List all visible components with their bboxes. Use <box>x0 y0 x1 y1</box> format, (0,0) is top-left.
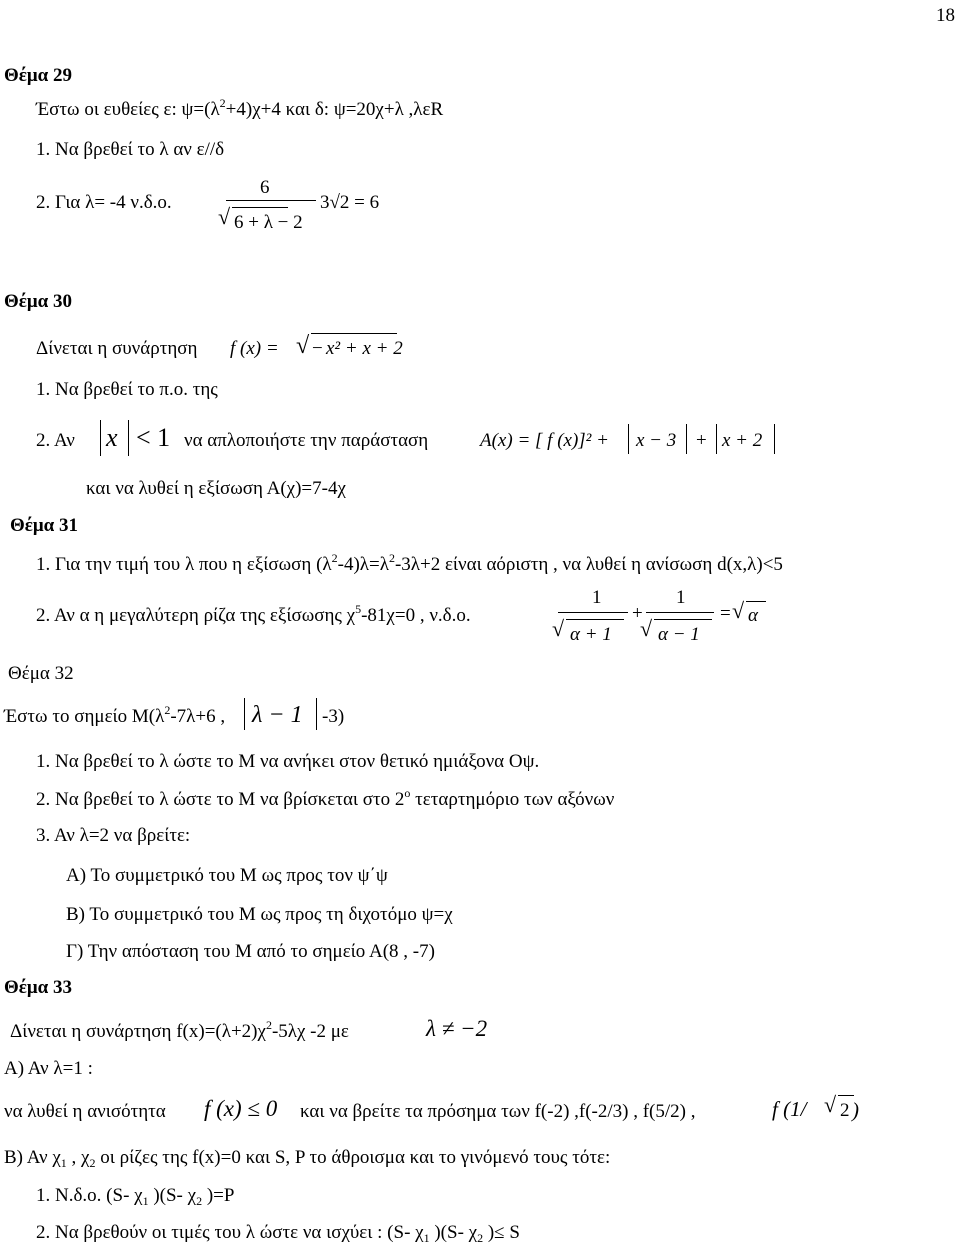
lambda-condition: λ ≠ −2 <box>426 1016 488 1041</box>
plus-sign: + <box>632 603 643 624</box>
abs-bar <box>774 424 775 454</box>
expression-A: A(x) = [ f (x)]² + <box>480 430 609 451</box>
topic-33-line-3-text: και να βρείτε τα πρόσημα των f(-2) ,f(-2/3) , f(5/2) , <box>300 1101 696 1122</box>
topic-29-expression: 3√2 = 6 <box>320 192 380 213</box>
alpha: α <box>748 605 758 626</box>
topic-30-item-2-text: να απλοποιήστε την παράσταση <box>184 430 429 451</box>
fraction-denominator: 6 + λ − 2 <box>234 212 303 233</box>
fraction-2-denominator: α − 1 <box>658 624 700 645</box>
abs-lambda-minus-1: λ − 1 <box>252 702 303 728</box>
topic-29-line-1: Έστω οι ευθείες ε: $\psi=(\lambda^2+4)\chi+4$ και δ: ψ=20χ+λ ,λεR <box>36 96 444 120</box>
abs-bar <box>686 424 687 454</box>
abs-bar-left <box>244 698 245 730</box>
sqrt-icon: √ <box>640 616 653 641</box>
topic-31-item-2: 2. Αν α η μεγαλύτερη ρίζα της εξίσωσης $\chi^5-81\chi=0$ , ν.δ.ο. <box>36 602 471 626</box>
radical-bar <box>311 333 397 334</box>
topic-32-sub-b: Β) Το συμμετρικό του Μ ως προς τη διχοτόμο ψ=χ <box>66 904 453 925</box>
f-one-over: f (1/ <box>772 1097 807 1121</box>
topic-33-line-2: Α) Αν λ=1 : <box>4 1058 93 1079</box>
topic-33-item-1: 1. Ν.δ.ο. (S- $\chi_1$ )(S- $\chi_2$ )=P <box>36 1185 235 1208</box>
radicand-minus: − <box>312 338 323 359</box>
fraction-bar <box>558 612 628 613</box>
fraction-1-numerator: 1 <box>592 587 602 608</box>
fraction-numerator: 6 <box>260 177 270 198</box>
topic-29-title: Θέμα 29 <box>4 65 73 86</box>
plus-sign: + <box>696 430 707 451</box>
topic-29-item-1: 1. Να βρεθεί το λ αν ε//δ <box>36 139 225 160</box>
topic-32-title: Θέμα 32 <box>8 663 74 684</box>
equals-sign: = <box>720 603 731 624</box>
abs-bar <box>716 424 717 454</box>
topic-32-sub-a: Α) Το συμμετρικό του Μ ως προς τον ψ΄ψ <box>66 865 388 886</box>
fraction-1-denominator: α + 1 <box>570 624 612 645</box>
radical-bar <box>838 1095 854 1096</box>
topic-29-item-2: 2. Για λ= -4 ν.δ.ο. <box>36 192 172 213</box>
radical-bar <box>746 601 766 602</box>
topic-30-title: Θέμα 30 <box>4 291 73 312</box>
inequality: f (x) ≤ 0 <box>204 1096 278 1121</box>
radicand-2: 2 <box>840 1100 850 1121</box>
topic-32-line-1: Έστω το σημείο $M(\lambda^2-7\lambda+6$ , <box>4 703 226 727</box>
topic-32-item-1: 1. Να βρεθεί το λ ώστε το Μ να ανήκει στον θετικό ημιάξονα Οψ. <box>36 751 540 772</box>
sqrt-icon: √ <box>218 204 231 229</box>
fraction-2-numerator: 1 <box>676 587 686 608</box>
sqrt-icon: √ <box>296 333 310 359</box>
topic-31-item-1: 1. Για την τιμή του λ που η εξίσωση $(\lambda^2-4)\lambda=\lambda^2-3\lambda+2$ είναι αόριστη , να λυθεί η ανίσωση d(x,λ)<5 <box>36 551 783 575</box>
abs-x-minus-3: x − 3 <box>636 430 677 451</box>
radical-bar <box>654 619 712 620</box>
topic-33-line-4: Β) Αν $\chi_1$ , $\chi_2$ οι ρίζες της f(x)=0 και S, P το άθροισμα και το γινόμενό τους τότε: <box>4 1147 611 1170</box>
topic-30-line-4: και να λυθεί η εξίσωση Α(χ)=7-4χ <box>86 478 346 499</box>
abs-bar <box>628 424 629 454</box>
abs-bar-left <box>100 420 101 456</box>
topic-32-sub-c: Γ) Την απόσταση του Μ από το σημείο Α(8 , -7) <box>66 941 435 962</box>
topic-30-line-1: Δίνεται η συνάρτηση <box>36 338 198 359</box>
abs-x-plus-2: x + 2 <box>722 430 763 451</box>
topic-30-item-1: 1. Να βρεθεί το π.ο. της <box>36 379 218 400</box>
topic-30-item-2-start: 2. Αν <box>36 430 75 451</box>
page-number: 18 <box>936 5 955 26</box>
abs-bar-right <box>316 698 317 730</box>
topic-33-line-1: Δίνεται η συνάρτηση $f(x)=(\lambda+2)\chi^2-5\lambda\chi$ -2 με <box>10 1018 349 1042</box>
fraction-bar <box>226 200 316 201</box>
abs-x: x <box>106 423 118 452</box>
sqrt-icon: √ <box>824 1092 837 1117</box>
radical-bar <box>232 207 288 208</box>
less-than-one: < 1 <box>136 423 171 452</box>
topic-33-item-2: 2. Να βρεθούν οι τιμές του λ ώστε να ισχύει : (S- $\chi_1$ )(S- $\chi_2$ )≤ S <box>36 1222 520 1245</box>
sqrt-icon: √ <box>552 616 565 641</box>
close-paren: ) <box>852 1098 859 1122</box>
topic-33-title: Θέμα 33 <box>4 977 73 998</box>
topic-33-line-3-start: να λυθεί η ανισότητα <box>4 1101 166 1122</box>
topic-31-title: Θέμα 31 <box>10 515 79 536</box>
radicand: x² + x + 2 <box>326 338 403 359</box>
radical-bar <box>566 619 624 620</box>
fraction-bar <box>646 612 714 613</box>
sqrt-icon: √ <box>732 598 745 623</box>
topic-32-line-1-end: -3) <box>322 706 345 727</box>
topic-32-item-3: 3. Αν λ=2 να βρείτε: <box>36 825 191 846</box>
topic-32-item-2: 2. Να βρεθεί το λ ώστε το Μ να βρίσκεται στο $2^o$ τεταρτημόριο των αξόνων <box>36 786 615 810</box>
function-fx: f (x) = <box>230 338 279 359</box>
abs-bar-right <box>128 420 129 456</box>
